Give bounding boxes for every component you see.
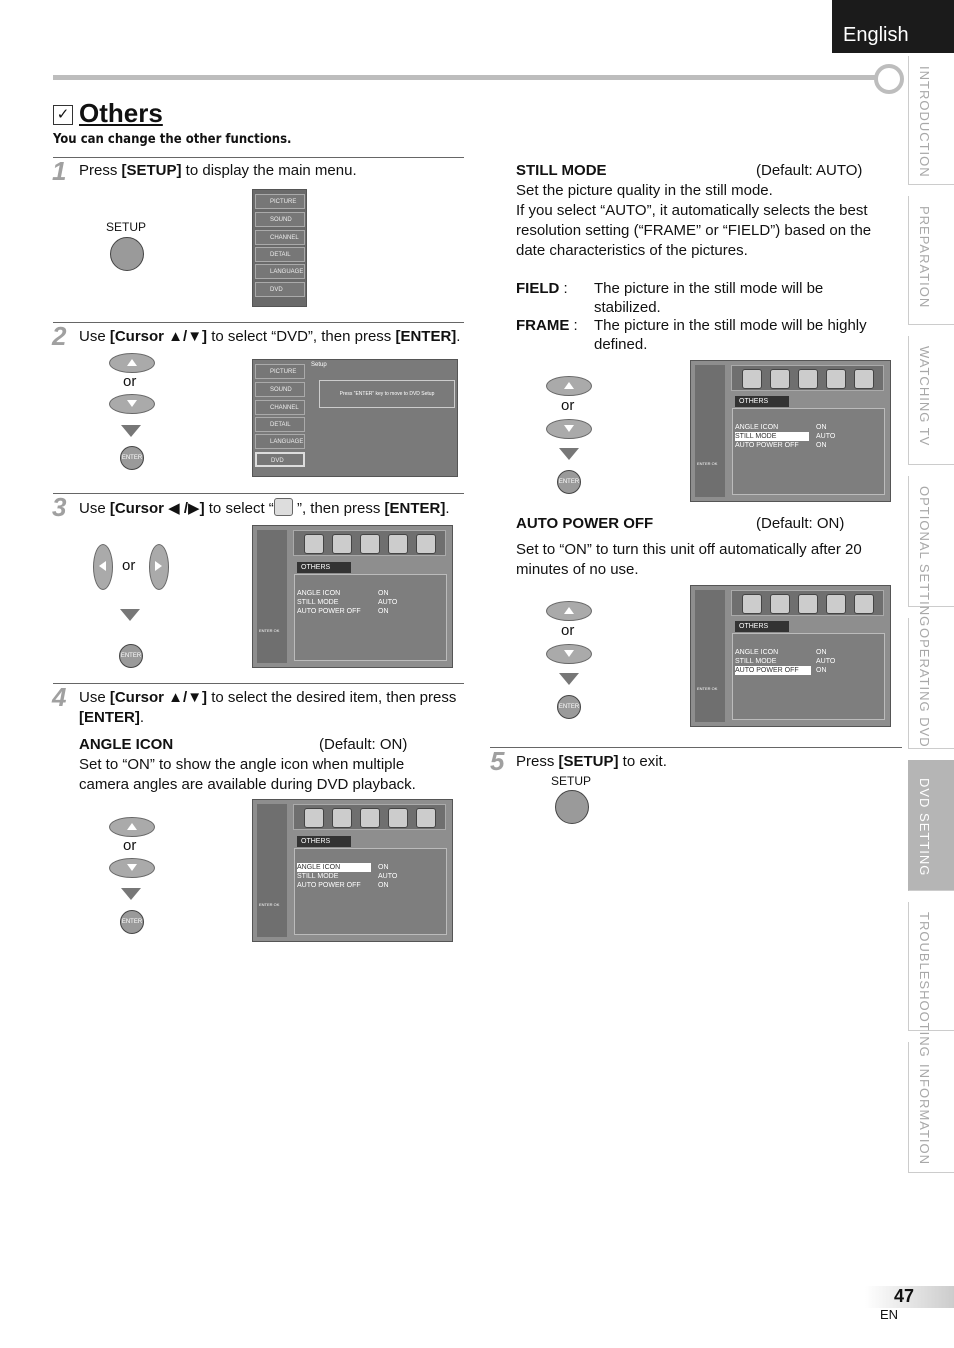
lock-icon [360,808,380,828]
setup-button-icon [110,237,144,271]
cursor-right-icon [149,544,169,590]
enter-button-icon: ENTER [120,910,144,934]
arrow-down-icon [121,888,141,900]
auto-power-off-desc: minutes of no use. [516,561,639,578]
cursor-down-icon [546,644,592,664]
sidebar-item-operating-dvd[interactable] [908,618,954,749]
lock-icon [798,369,818,389]
setup-button-label: SETUP [551,774,592,788]
divider [53,683,464,684]
step-number: 2 [52,321,67,351]
enter-button-icon: ENTER [120,446,144,470]
still-mode-heading: STILL MODE [516,162,607,179]
osd-menu-item: CHANNEL [255,400,305,415]
language-label: English [843,24,909,46]
field-desc: stabilized. [594,299,661,316]
page-title-text: Others [79,98,163,128]
osd-nav-pad: ENTER OK [257,530,287,663]
osd-settings-box: ANGLE ICON ON STILL MODE AUTO AUTO POWER OFF ON [294,848,447,935]
auto-power-off-heading: AUTO POWER OFF [516,515,654,532]
or-label: or [123,837,137,854]
osd-others-screen-angle [252,799,453,942]
or-label: or [122,557,136,574]
or-label: or [561,622,575,639]
checkbox-icon: ✓ [53,105,73,125]
page-lang: EN [880,1307,899,1322]
setup-button-label: SETUP [106,220,147,234]
cursor-up-icon [109,817,155,837]
osd-menu-item: SOUND [255,212,305,227]
osd-icon-bar [293,530,446,556]
angle-icon-desc: Set to “ON” to show the angle icon when multiple [79,756,405,773]
step-number: 3 [52,492,67,522]
step-3-text: Use [Cursor ◀ /▶] to select “ ”, then press [ENTER]. [79,500,450,517]
auto-power-off-default: (Default: ON) [756,515,845,532]
divider [490,747,902,748]
others-icon [388,534,408,554]
step-1-text: Press [SETUP] to display the main menu. [79,162,357,179]
cursor-down-icon [546,419,592,439]
osd-menu-item-selected: DVD [255,452,305,467]
lock-icon [360,534,380,554]
step-5-text: Press [SETUP] to exit. [516,753,667,770]
arrow-down-icon [559,448,579,460]
header-rule-circle [874,64,904,94]
osd-setup-screen [252,359,458,477]
arrow-down-icon [559,673,579,685]
sidebar-item-information[interactable] [908,1042,954,1173]
osd-icon-bar [293,804,446,830]
osd-tab-others: OTHERS [297,562,351,573]
still-mode-desc: resolution setting (“FRAME” or “FIELD”) based on the [516,222,872,239]
disc-icon [304,534,324,554]
osd-menu-item: DVD [255,282,305,297]
osd-nav-pad: ENTER OK [695,365,725,497]
sidebar-item-preparation[interactable] [908,196,954,325]
sidebar-item-label: WATCHING TV [917,346,932,447]
auto-icon [416,534,436,554]
language-tab [832,0,954,53]
arrow-down-icon [121,425,141,437]
sidebar-item-introduction[interactable] [908,56,954,185]
sidebar-item-label: PREPARATION [917,206,932,309]
others-icon [388,808,408,828]
enter-button-icon: ENTER [557,695,581,719]
step-4-text: Use [Cursor ▲/▼] to select the desired item, then press [ENTER]. [79,689,457,726]
divider [53,493,464,494]
field-desc: The picture in the still mode will be [594,280,824,297]
frame-label: FRAME : [516,317,578,334]
cursor-down-icon [109,394,155,414]
page-subtitle: You can change the other functions. [53,132,292,147]
osd-main-menu [252,189,307,307]
osd-settings-box: ANGLE ICON ON STILL MODE AUTO AUTO POWER OFF ON [732,408,885,495]
osd-nav-pad: ENTER OK [257,804,287,937]
page-number: 47 [894,1286,915,1306]
step-number: 1 [52,156,67,186]
angle-icon-heading: ANGLE ICON [79,736,174,753]
disc-icon [304,808,324,828]
sidebar-item-label: OPERATING DVD [917,628,932,748]
osd-menu-item: PICTURE [255,194,305,209]
auto-icon [416,808,436,828]
cursor-left-icon [93,544,113,590]
auto-icon [854,369,874,389]
osd-others-screen-still [690,360,891,502]
disc-icon [742,369,762,389]
cursor-down-icon [109,858,155,878]
osd-settings-box: ANGLE ICON ON STILL MODE AUTO AUTO POWER OFF ON [732,633,885,720]
osd-tab-others: OTHERS [297,836,351,847]
sidebar-item-troubleshooting[interactable] [908,902,954,1058]
still-mode-desc: date characteristics of the pictures. [516,242,748,259]
step-number: 5 [490,746,505,776]
cursor-up-icon [109,353,155,373]
osd-menu-item: DETAIL [255,247,305,262]
arrow-down-icon [120,609,140,621]
osd-icon-bar [731,590,884,616]
page-number-box [865,1286,954,1308]
lock-icon [798,594,818,614]
enter-button-icon: ENTER [119,644,143,668]
setup-button-icon [555,790,589,824]
auto-power-off-desc: Set to “ON” to turn this unit off automatically after 20 [516,541,862,558]
others-icon [826,594,846,614]
osd-icon-bar [731,365,884,391]
sidebar-item-label: INFORMATION [917,1064,932,1166]
cursor-up-icon [546,601,592,621]
enter-button-icon: ENTER [557,470,581,494]
sidebar-item-watching-tv[interactable] [908,336,954,465]
field-label: FIELD : [516,280,568,297]
osd-tab-others: OTHERS [735,396,789,407]
still-mode-default: (Default: AUTO) [756,162,863,179]
osd-menu-item: LANGUAGE [255,264,305,279]
speaker-icon [332,808,352,828]
header-rule [53,75,877,80]
sidebar-item-label: OPTIONAL SETTING [917,486,932,628]
osd-menu-item: LANGUAGE [255,434,305,449]
sidebar-item-label: DVD SETTING [917,778,932,877]
sidebar-item-label: INTRODUCTION [917,66,932,178]
cursor-up-icon [546,376,592,396]
osd-others-screen-power [690,585,891,727]
frame-desc: The picture in the still mode will be highly [594,317,867,334]
angle-icon-desc: camera angles are available during DVD playback. [79,776,416,793]
auto-icon [854,594,874,614]
or-label: or [561,397,575,414]
divider [53,157,464,158]
step-number: 4 [52,682,67,712]
speaker-icon [770,369,790,389]
sidebar-item-label: TROUBLESHOOTING [917,912,932,1058]
osd-others-screen [252,525,453,668]
others-settings-icon [274,498,293,516]
osd-setup-title: Setup [311,362,327,368]
step-2-text: Use [Cursor ▲/▼] to select “DVD”, then press [ENTER]. [79,328,461,345]
osd-menu-item: PICTURE [255,364,305,379]
page-title [53,98,163,129]
others-icon [826,369,846,389]
speaker-icon [332,534,352,554]
or-label: or [123,373,137,390]
osd-setup-message: Press “ENTER” key to move to DVD Setup [319,380,455,408]
frame-desc: defined. [594,336,648,353]
disc-icon [742,594,762,614]
still-mode-desc: Set the picture quality in the still mode. [516,182,773,199]
divider [53,322,464,323]
osd-menu-item: CHANNEL [255,230,305,245]
osd-settings-box: ANGLE ICON ON STILL MODE AUTO AUTO POWER OFF ON [294,574,447,661]
osd-menu-item: DETAIL [255,417,305,432]
still-mode-desc: If you select “AUTO”, it automatically selects the best [516,202,868,219]
sidebar-item-optional-setting[interactable] [908,476,954,628]
osd-menu-item: SOUND [255,382,305,397]
speaker-icon [770,594,790,614]
sidebar-item-dvd-setting[interactable] [908,760,954,891]
osd-tab-others: OTHERS [735,621,789,632]
osd-nav-pad: ENTER OK [695,590,725,722]
angle-icon-default: (Default: ON) [319,736,408,753]
